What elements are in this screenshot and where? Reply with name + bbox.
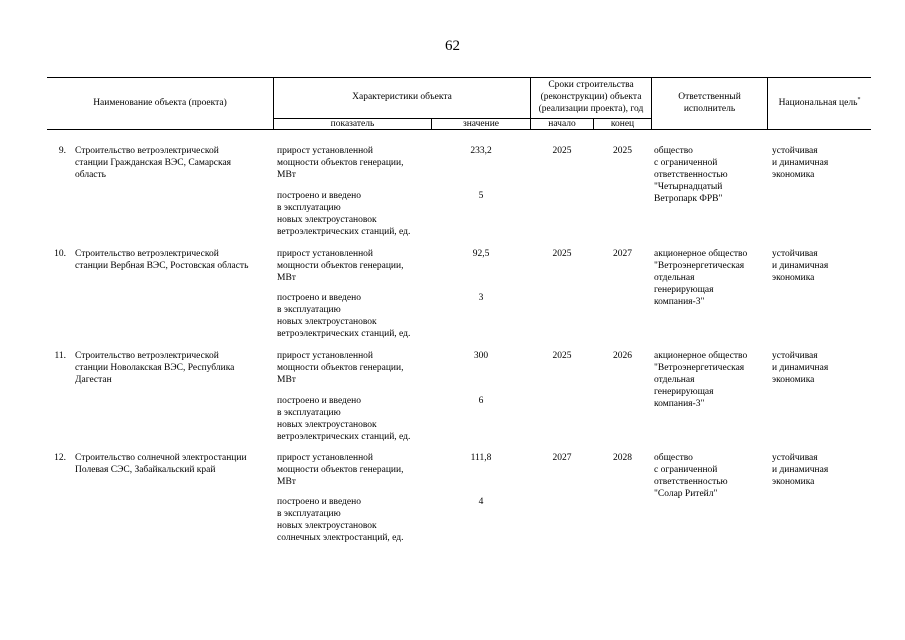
indicator-line: МВт	[277, 170, 296, 180]
executor	[654, 145, 728, 205]
indicator-installations	[277, 395, 410, 443]
executor-line: компания-3"	[654, 297, 705, 307]
indicator-line: в эксплуатацию	[277, 509, 341, 519]
value-installations: 4	[478, 497, 484, 507]
header-terms-line: (реконструкции) объекта	[540, 92, 642, 102]
header-terms	[531, 79, 651, 115]
indicator-line: МВт	[277, 477, 296, 487]
row-number: 12.	[54, 453, 66, 463]
executor-line: "Четырнадцатый	[654, 182, 723, 192]
indicator-line: прирост установленной	[277, 146, 374, 156]
header-start: начало	[548, 119, 576, 129]
indicator-line: новых электроустановок	[277, 317, 377, 327]
executor	[654, 452, 728, 500]
goal-line: устойчивая	[772, 351, 818, 361]
end-year: 2027	[613, 249, 632, 259]
executor-line: с ограниченной	[654, 158, 718, 168]
goal-line: и динамичная	[772, 465, 829, 475]
goal-line: экономика	[772, 477, 815, 487]
indicator-line: построено и введено	[277, 497, 361, 507]
object-name-line: станции Гражданская ВЭС, Самарская	[75, 158, 232, 168]
indicator-line: прирост установленной	[277, 249, 374, 259]
indicator-capacity	[277, 350, 403, 386]
indicator-installations	[277, 190, 410, 238]
goal-line: устойчивая	[772, 146, 818, 156]
object-name	[75, 350, 234, 386]
executor-line: общество	[654, 453, 693, 463]
object-name	[75, 248, 248, 272]
value-installations: 5	[478, 191, 484, 201]
national-goal	[772, 452, 828, 488]
executor-line: общество	[654, 146, 693, 156]
indicator-line: новых электроустановок	[277, 215, 377, 225]
executor-line: акционерное общество	[654, 249, 748, 259]
object-name	[75, 145, 231, 181]
value-installations: 3	[478, 293, 484, 303]
value-capacity: 111,8	[470, 453, 492, 463]
object-name-line: станции Новолакская ВЭС, Республика	[75, 363, 235, 373]
indicator-line: мощности объектов генерации,	[277, 363, 404, 373]
executor-line: отдельная	[654, 273, 695, 283]
indicator-line: МВт	[277, 273, 296, 283]
goal-line: и динамичная	[772, 261, 829, 271]
header-name: Наименование объекта (проекта)	[93, 98, 227, 108]
executor-line: акционерное общество	[654, 351, 748, 361]
object-name-line: Дагестан	[75, 375, 112, 385]
indicator-line: построено и введено	[277, 396, 361, 406]
indicator-line: построено и введено	[277, 191, 361, 201]
object-name-line: Строительство ветроэлектрической	[75, 146, 219, 156]
start-year: 2025	[552, 249, 572, 259]
header-executor	[652, 91, 767, 115]
indicator-capacity	[277, 145, 403, 181]
header-terms-line: (реализации проекта), год	[538, 104, 644, 114]
header-executor-line: исполнитель	[683, 104, 736, 114]
object-name-line: Строительство ветроэлектрической	[75, 249, 219, 259]
executor-line: Ветропарк ФРВ"	[654, 194, 723, 204]
value-capacity: 92,5	[472, 249, 490, 259]
header-characteristics: Характеристики объекта	[352, 92, 452, 102]
executor-line: компания-3"	[654, 399, 705, 409]
indicator-line: МВт	[277, 375, 296, 385]
indicator-line: прирост установленной	[277, 453, 374, 463]
indicator-line: новых электроустановок	[277, 521, 377, 531]
indicator-line: ветроэлектрических станций, ед.	[277, 227, 411, 237]
value-capacity: 300	[473, 351, 489, 361]
object-name-line: Строительство солнечной электростанции	[75, 453, 247, 463]
object-name-line: Полевая СЭС, Забайкальский край	[75, 465, 216, 475]
goal-line: экономика	[772, 375, 815, 385]
end-year: 2025	[613, 146, 632, 156]
row-number: 11.	[54, 351, 66, 361]
start-year: 2025	[552, 351, 572, 361]
start-year: 2025	[552, 146, 572, 156]
header-executor-line: Ответственный	[678, 92, 741, 102]
executor-line: ответственностью	[654, 477, 728, 487]
object-name-line: станции Вербная ВЭС, Ростовская область	[75, 261, 249, 271]
indicator-line: в эксплуатацию	[277, 305, 341, 315]
header-value: значение	[462, 119, 500, 129]
value-installations: 6	[478, 396, 484, 406]
national-goal	[772, 145, 828, 181]
row-number: 9.	[58, 146, 66, 156]
end-year: 2026	[613, 351, 632, 361]
goal-line: устойчивая	[772, 249, 818, 259]
indicator-line: в эксплуатацию	[277, 408, 341, 418]
indicator-line: прирост установленной	[277, 351, 374, 361]
indicator-installations	[277, 496, 403, 544]
indicator-line: солнечных электростанций, ед.	[277, 533, 404, 543]
start-year: 2027	[552, 453, 572, 463]
indicator-line: построено и введено	[277, 293, 361, 303]
goal-line: устойчивая	[772, 453, 818, 463]
executor-line: отдельная	[654, 375, 695, 385]
indicator-line: мощности объектов генерации,	[277, 158, 404, 168]
indicator-line: ветроэлектрических станций, ед.	[277, 432, 411, 442]
indicator-installations	[277, 292, 410, 340]
goal-line: экономика	[772, 170, 815, 180]
indicator-capacity	[277, 248, 403, 284]
header-terms-line: Сроки строительства	[548, 80, 634, 90]
object-name	[75, 452, 247, 476]
goal-line: и динамичная	[772, 363, 829, 373]
indicator-capacity	[277, 452, 403, 488]
executor-line: ответственностью	[654, 170, 728, 180]
national-goal	[772, 248, 828, 284]
end-year: 2028	[613, 453, 632, 463]
executor-line: генерирующая	[654, 285, 714, 295]
executor-line: "Солар Ритейл"	[654, 489, 718, 499]
object-name-line: Строительство ветроэлектрической	[75, 351, 219, 361]
goal-line: и динамичная	[772, 158, 829, 168]
table-top-border	[47, 77, 871, 78]
footnote-mark: *	[857, 97, 861, 103]
value-capacity: 233,2	[470, 146, 492, 156]
executor-line: "Ветроэнергетическая	[654, 261, 745, 271]
goal-line: экономика	[772, 273, 815, 283]
executor	[654, 350, 747, 410]
executor-line: генерирующая	[654, 387, 714, 397]
header-goal-text: Национальная цель	[778, 98, 858, 108]
indicator-line: мощности объектов генерации,	[277, 465, 404, 475]
executor-line: "Ветроэнергетическая	[654, 363, 745, 373]
header-end: конец	[610, 119, 635, 129]
page-number: 62	[445, 38, 460, 54]
header-indicator: показатель	[330, 119, 375, 129]
indicator-line: в эксплуатацию	[277, 203, 341, 213]
indicator-line: новых электроустановок	[277, 420, 377, 430]
header-goal	[768, 97, 871, 109]
row-number: 10.	[54, 249, 66, 259]
national-goal	[772, 350, 828, 386]
indicator-line: ветроэлектрических станций, ед.	[277, 329, 411, 339]
object-name-line: область	[75, 170, 107, 180]
indicator-line: мощности объектов генерации,	[277, 261, 404, 271]
executor-line: с ограниченной	[654, 465, 718, 475]
executor	[654, 248, 747, 308]
